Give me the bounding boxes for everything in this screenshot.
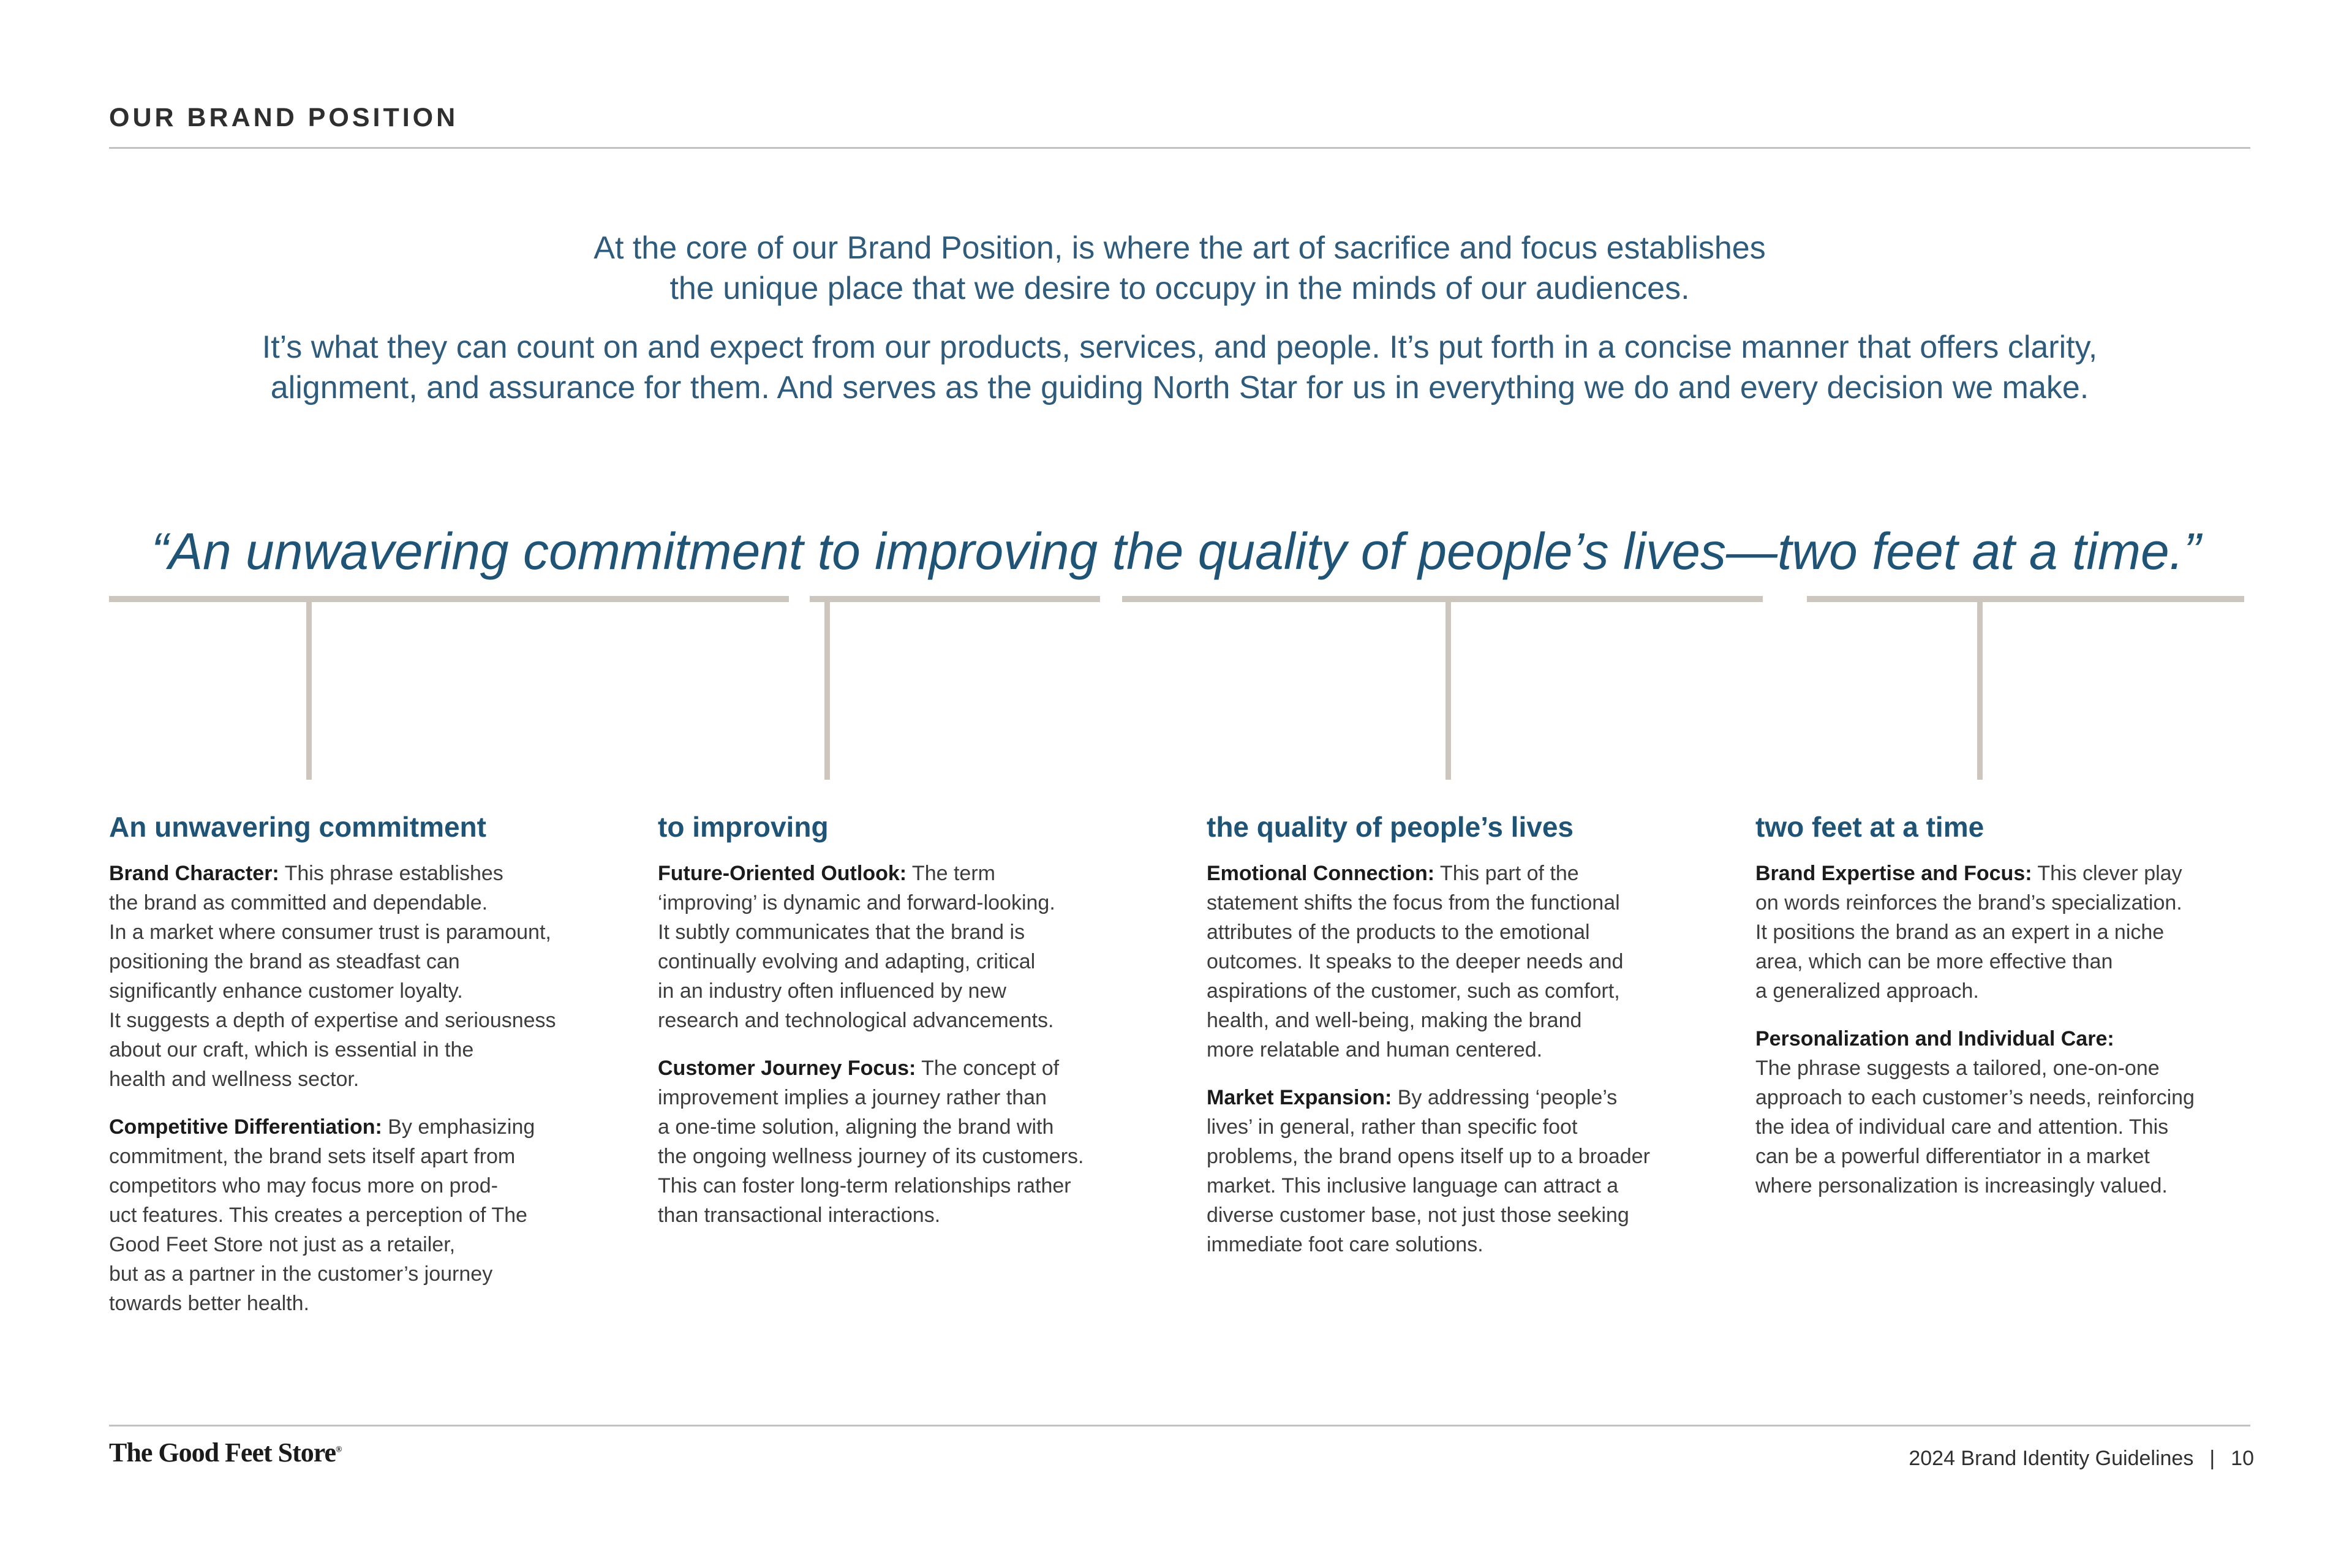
- intro-p2-line-1: It’s what they can count on and expect from our products, services, and people. It’s put forth in a concise manner that offers clarity,: [262, 330, 2098, 365]
- block-lead: Personalization and Individual Care:: [1755, 1027, 2114, 1050]
- column-quality-of-lives: [1207, 809, 1715, 1278]
- bracket-bar: [109, 596, 789, 602]
- registered-mark: ®: [336, 1445, 342, 1455]
- intro-p1-line-2: the unique place that we desire to occupy in the minds of our audiences.: [669, 271, 1690, 306]
- block-lead: Brand Expertise and Focus:: [1755, 862, 2032, 885]
- column-heading: two feet at a time: [1755, 811, 1985, 843]
- column-block: Personalization and Individual Care: The phrase suggests a tailored, one-on-one approach to each customer’s needs, reinforcing the idea of individual care and attention. This can be a powerful differentiator in a market where personalization is increasingly valued.: [1755, 1027, 2195, 1197]
- column-heading: An unwavering commitment: [109, 811, 486, 843]
- bracket-stem: [306, 596, 312, 780]
- bracket-commitment: [109, 596, 789, 780]
- column-block: Competitive Differentiation: By emphasizing commitment, the brand sets itself apart from competitors who may focus more on prod- uct features. This creates a perception of The Good Feet Store not just as a retailer, but as a partner in the customer’s journey towards better health.: [109, 1115, 535, 1315]
- column-block: Market Expansion: By addressing ‘people’s lives’ in general, rather than specific foot problems, the brand opens itself up to a broader market. This inclusive language can attract a diverse customer base, not just those seeking immediate foot care solutions.: [1207, 1086, 1650, 1256]
- section-label: OUR BRAND POSITION: [109, 103, 459, 132]
- column-improving: [658, 809, 1166, 1248]
- document-title: 2024 Brand Identity Guidelines: [1909, 1447, 2194, 1470]
- page-number: 10: [2231, 1447, 2254, 1470]
- column-commitment: [109, 809, 617, 1336]
- footer-divider: [109, 1425, 2250, 1427]
- bracket-stem: [1446, 596, 1451, 780]
- block-lead: Future-Oriented Outlook:: [658, 862, 907, 885]
- footer-meta: [1909, 1447, 2254, 1471]
- bracket-bar: [1807, 596, 2244, 602]
- block-lead: Brand Character:: [109, 862, 279, 885]
- brand-logo-text: The Good Feet Store: [109, 1438, 336, 1468]
- column-block: Brand Expertise and Focus: This clever play on words reinforces the brand’s specialization. It positions the brand as an expert in a niche area, which can be more effective than a generalized approach.: [1755, 862, 2182, 1003]
- column-block: Customer Journey Focus: The concept of improvement implies a journey rather than a one-time solution, aligning the brand with the ongoing wellness journey of its customers. This can foster long-term relationships rather than transactional interactions.: [658, 1057, 1084, 1227]
- column-block: Emotional Connection: This part of the statement shifts the focus from the functional attributes of the products to the emotional outcomes. It speaks to the deeper needs and aspirations of the customer, such as comfort, health, and well-being, making the brand more relatable and human centered.: [1207, 862, 1624, 1061]
- bracket-two-feet: [1807, 596, 2244, 780]
- brand-logo: [109, 1437, 342, 1468]
- brand-position-statement: “An unwavering commitment to improving the quality of people’s lives—two feet at a time.”: [151, 522, 2201, 580]
- block-lead: Competitive Differentiation:: [109, 1115, 382, 1139]
- bracket-improving: [810, 596, 1100, 780]
- column-heading: the quality of people’s lives: [1207, 811, 1574, 843]
- intro-paragraph-2: [109, 327, 2250, 408]
- column-block: Brand Character: This phrase establishes the brand as committed and dependable. In a market where consumer trust is paramount, positioning the brand as steadfast can significantly enhance customer loyalty. It suggests a depth of expertise and seriousness about our craft, which is essential in the health and wellness sector.: [109, 862, 556, 1091]
- intro-paragraph-1: [109, 228, 2250, 309]
- bracket-bar: [810, 596, 1100, 602]
- column-two-feet: [1755, 809, 2264, 1219]
- bracket-bar: [1122, 596, 1763, 602]
- footer-separator: |: [2209, 1447, 2215, 1470]
- bracket-stem: [824, 596, 830, 780]
- intro-p1-line-1: At the core of our Brand Position, is where the art of sacrifice and focus establishes: [594, 230, 1766, 266]
- bracket-stem: [1977, 596, 1983, 780]
- intro-p2-line-2: alignment, and assurance for them. And serves as the guiding North Star for us in everything we do and every decision we make.: [270, 370, 2089, 405]
- column-block: Future-Oriented Outlook: The term ‘improving’ is dynamic and forward-looking. It subtly communicates that the brand is continually evolving and adapting, critical in an industry often influenced by new research and technological advancements.: [658, 862, 1055, 1032]
- block-lead: Emotional Connection:: [1207, 862, 1435, 885]
- column-heading: to improving: [658, 811, 829, 843]
- bracket-quality-of-lives: [1122, 596, 1763, 780]
- header-divider: [109, 147, 2250, 149]
- block-lead: Market Expansion:: [1207, 1086, 1392, 1109]
- block-lead: Customer Journey Focus:: [658, 1057, 916, 1080]
